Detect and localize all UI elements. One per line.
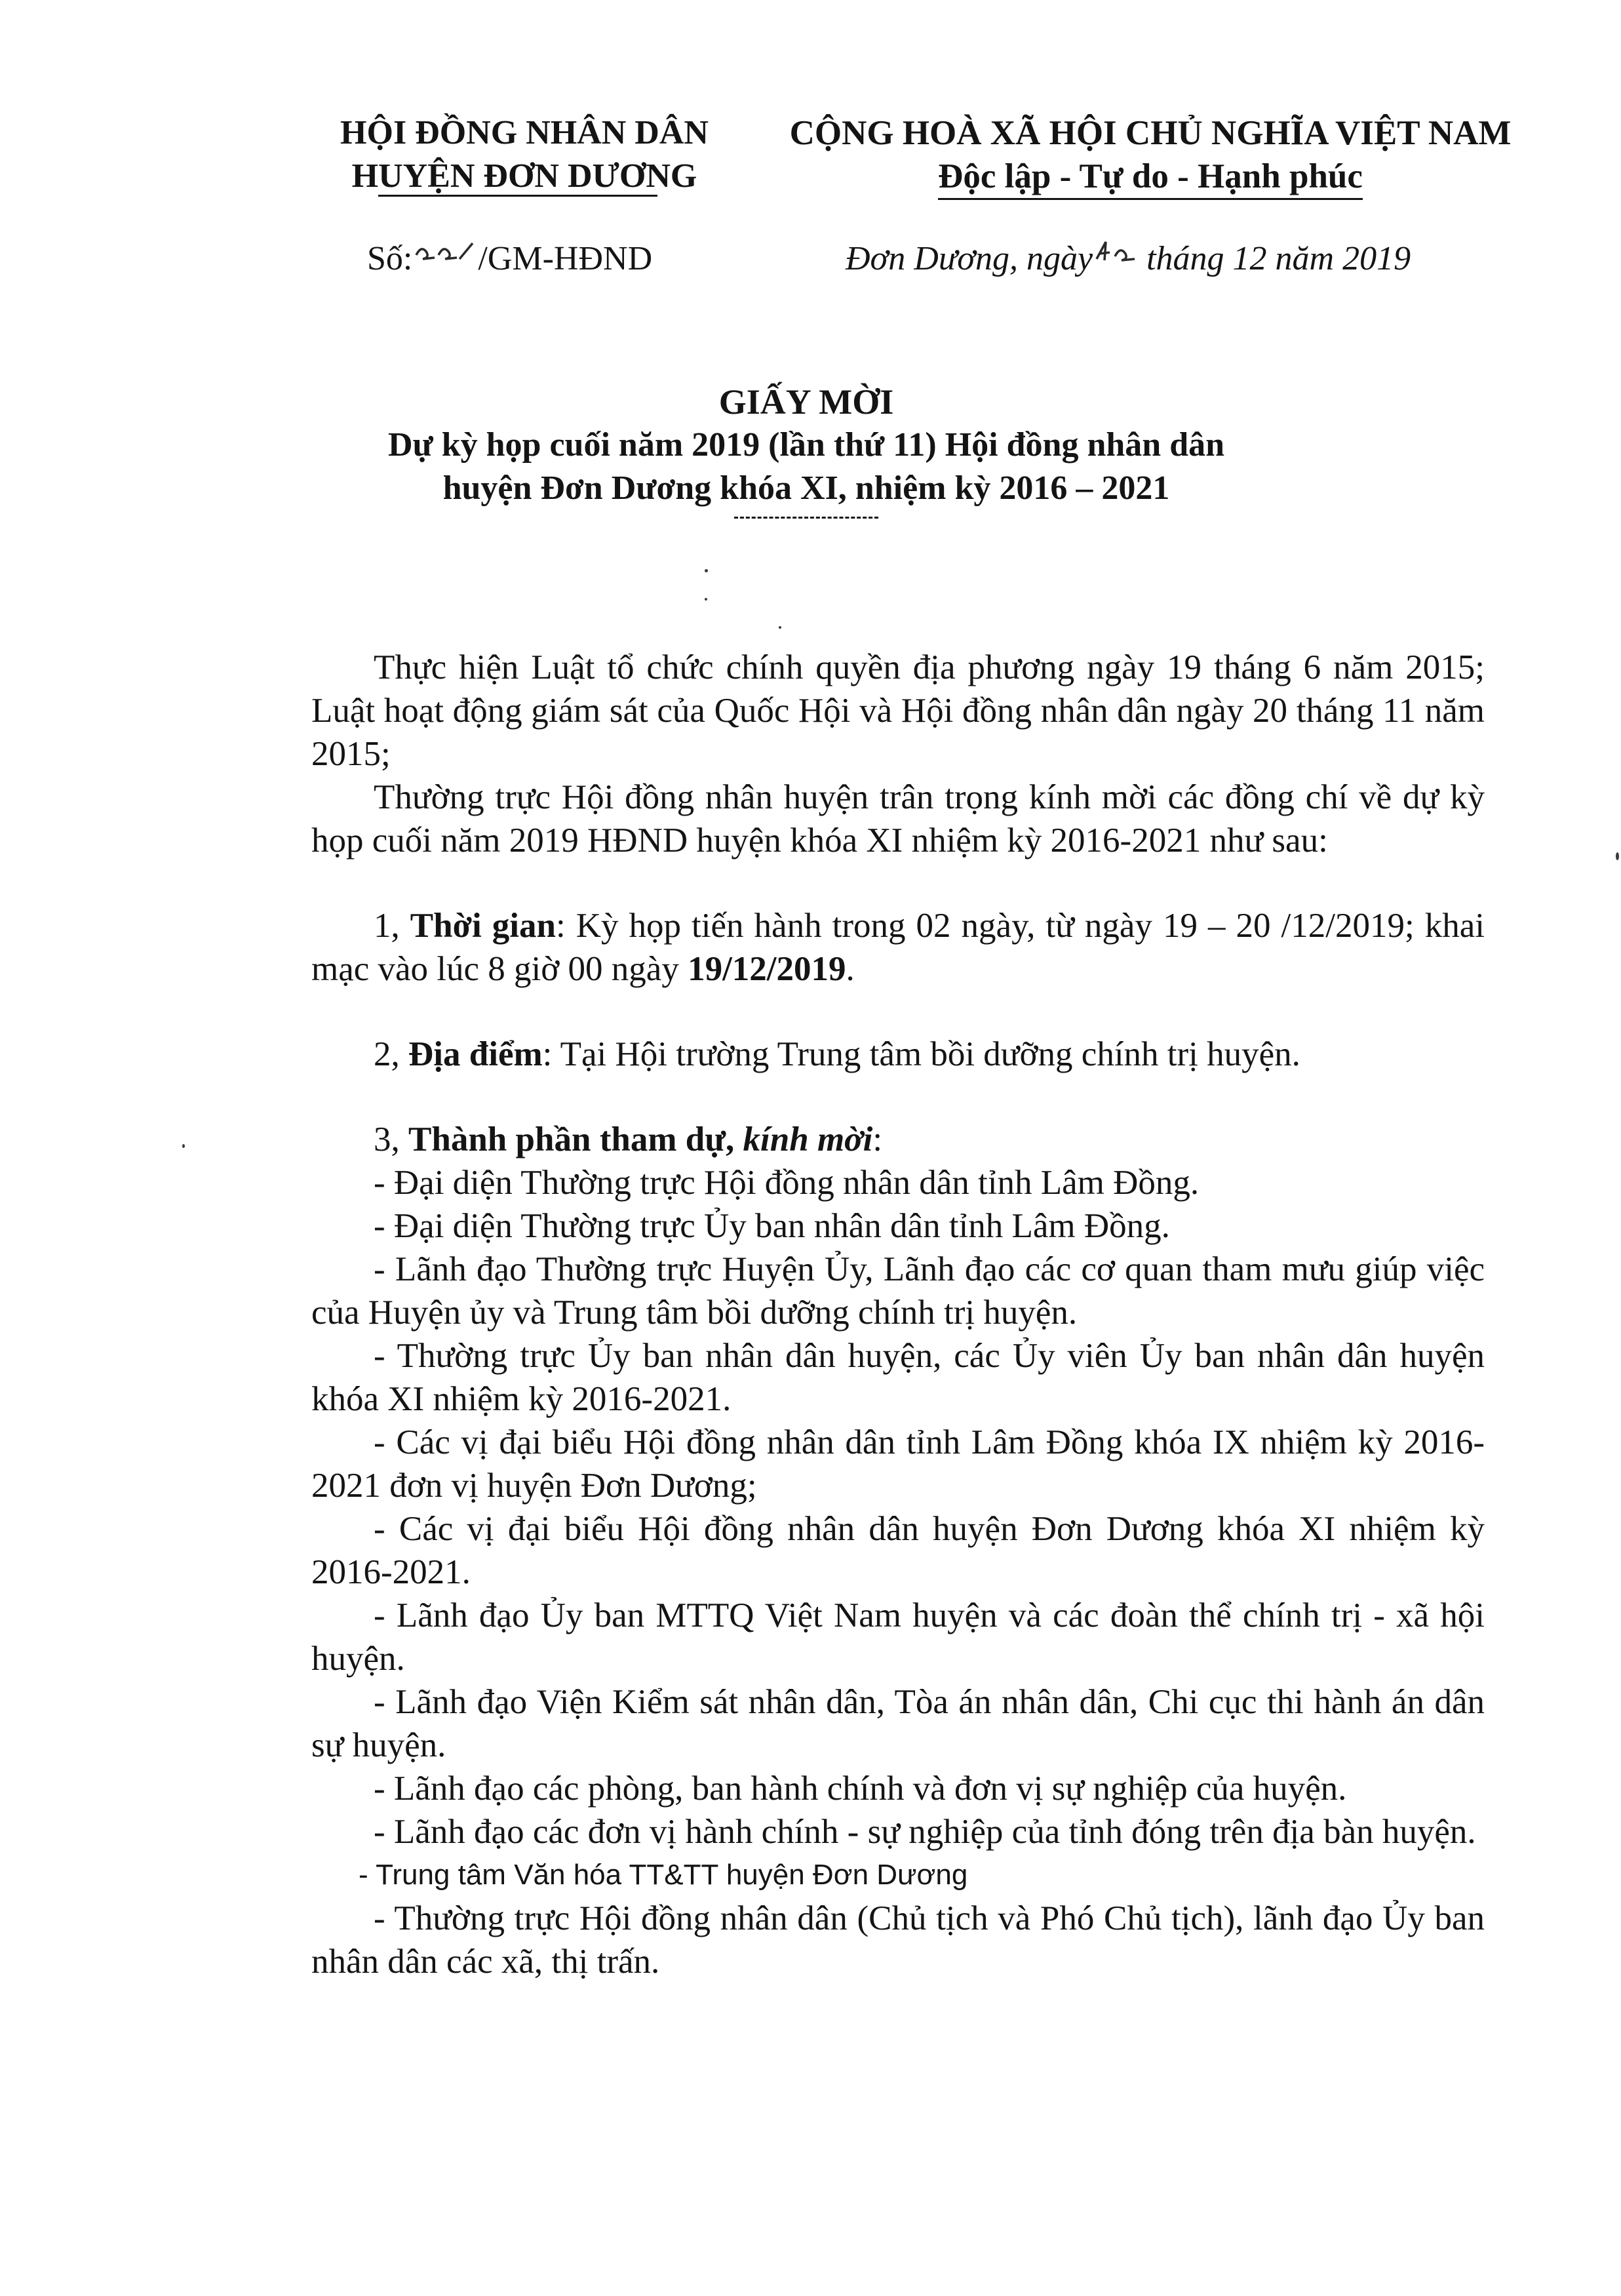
document-title: [197, 380, 1416, 519]
scan-speck: [705, 569, 708, 572]
scan-speck: [182, 1144, 185, 1148]
invitation-paragraph: Thường trực Hội đồng nhân huyện trân trọng kính mời các đồng chí về dự kỳ họp cuối năm 2019 HĐND huyện khóa XI nhiệm kỳ 2016-2021 như sau:: [311, 778, 1485, 860]
document-number: [367, 239, 652, 278]
document-body: [311, 646, 1485, 1983]
list-item: - Các vị đại biểu Hội đồng nhân dân tỉnh Lâm Đồng khóa IX nhiệm kỳ 2016-2021 đơn vị huyện Đơn Dương;: [311, 1423, 1485, 1505]
national-motto: Độc lập - Tự do - Hạnh phúc: [938, 155, 1363, 200]
handwritten-day: [1093, 243, 1146, 269]
issuing-authority: [321, 111, 728, 198]
document-date: [846, 239, 1411, 278]
list-item: - Các vị đại biểu Hội đồng nhân dân huyện Đơn Dương khóa XI nhiệm kỳ 2016-2021.: [311, 1510, 1485, 1591]
list-item: - Lãnh đạo Viện Kiểm sát nhân dân, Tòa án nhân dân, Chi cục thi hành án dân sự huyện.: [311, 1683, 1485, 1764]
handwritten-number: [412, 243, 478, 269]
list-item: - Lãnh đạo các phòng, ban hành chính và đơn vị sự nghiệp của huyện.: [374, 1770, 1347, 1808]
nation-name: CỘNG HOÀ XÃ HỘI CHỦ NGHĨA VIỆT NAM: [789, 114, 1512, 152]
list-item: - Lãnh đạo Ủy ban MTTQ Việt Nam huyện và các đoàn thể chính trị - xã hội huyện.: [311, 1596, 1485, 1678]
title-line-2: Dự kỳ họp cuối năm 2019 (lần thứ 11) Hội đồng nhân dân: [387, 426, 1225, 464]
scan-speck: [1616, 852, 1619, 860]
date-prefix: Đơn Dương, ngày: [846, 240, 1093, 277]
list-item: - Thường trực Ủy ban nhân dân huyện, các Ủy viên Ủy ban nhân dân huyện khóa XI nhiệm kỳ 2016-2021.: [311, 1337, 1485, 1418]
number-prefix: Số:: [367, 240, 413, 277]
date-suffix: tháng 12 năm 2019: [1146, 240, 1411, 277]
title-divider: [734, 517, 878, 519]
list-item: - Lãnh đạo các đơn vị hành chính - sự nghiệp của tỉnh đóng trên địa bàn huyện.: [374, 1813, 1476, 1851]
list-item: - Trung tâm Văn hóa TT&TT huyện Đơn Dương: [359, 1859, 968, 1891]
title-main: GIẤY MỜI: [718, 382, 894, 422]
attendees-heading: 3, Thành phần tham dự, kính mời:: [374, 1120, 883, 1158]
authority-line-1: HỘI ĐỒNG NHÂN DÂN: [340, 114, 709, 151]
list-item: - Lãnh đạo Thường trực Huyện Ủy, Lãnh đạo các cơ quan tham mưu giúp việc của Huyện ủy và Trung tâm bồi dưỡng chính trị huyện.: [311, 1250, 1485, 1332]
authority-line-2: HUYỆN ĐƠN DƯƠNG: [352, 155, 697, 198]
national-header: [780, 111, 1521, 200]
location-item: 2, Địa điểm: Tại Hội trường Trung tâm bồi dưỡng chính trị huyện.: [374, 1035, 1300, 1073]
scan-speck: [779, 626, 781, 629]
legal-basis-paragraph: Thực hiện Luật tổ chức chính quyền địa phương ngày 19 tháng 6 năm 2015; Luật hoạt động giám sát của Quốc Hội và Hội đồng nhân dân ngày 20 tháng 11 năm 2015;: [311, 648, 1485, 773]
list-item: - Đại diện Thường trực Hội đồng nhân dân tỉnh Lâm Đồng.: [374, 1164, 1200, 1202]
scan-speck: [705, 598, 707, 601]
time-item: 1, Thời gian: Kỳ họp tiến hành trong 02 ngày, từ ngày 19 – 20 /12/2019; khai mạc vào lúc 8 giờ 00 ngày 19/12/2019.: [311, 907, 1485, 988]
list-item: - Đại diện Thường trực Ủy ban nhân dân tỉnh Lâm Đồng.: [374, 1207, 1170, 1245]
title-line-3: huyện Đơn Dương khóa XI, nhiệm kỳ 2016 – 2021: [442, 469, 1170, 507]
list-item: - Thường trực Hội đồng nhân dân (Chủ tịch và Phó Chủ tịch), lãnh đạo Ủy ban nhân dân các xã, thị trấn.: [311, 1899, 1485, 1981]
number-suffix: /GM-HĐND: [478, 240, 653, 277]
